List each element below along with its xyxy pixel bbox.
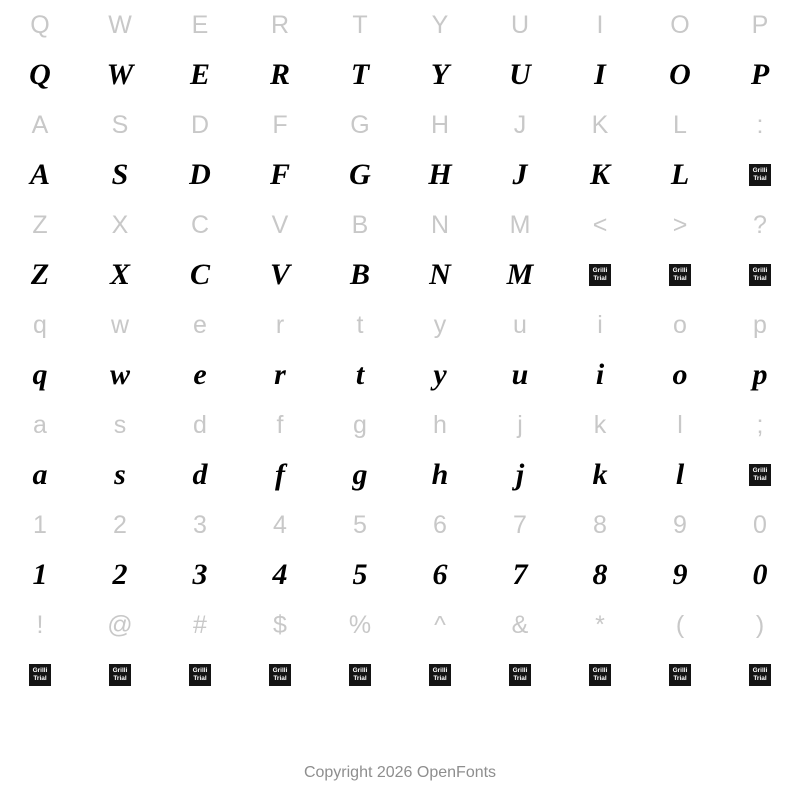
- keycap-label: P: [751, 10, 769, 39]
- trial-badge-icon: [749, 664, 771, 686]
- trial-badge-icon: [269, 664, 291, 686]
- trial-badge-line2: Trial: [193, 675, 207, 682]
- keycap-label: #: [193, 610, 207, 639]
- keycap-label: J: [513, 110, 527, 139]
- trial-badge-line1: Grilli: [512, 667, 528, 674]
- trial-badge-line2: Trial: [273, 675, 287, 682]
- keycap-label: D: [190, 110, 210, 139]
- keycap-row: [0, 500, 800, 550]
- trial-badge-icon: [29, 664, 51, 686]
- glyph-sample: A: [29, 158, 50, 191]
- keycap-row: [0, 100, 800, 150]
- trial-badge-icon: [589, 264, 611, 286]
- keycap-label: 5: [353, 510, 367, 539]
- glyph-row: [0, 350, 800, 400]
- trial-watermark-badge: [0, 650, 80, 700]
- keycap-label: C: [190, 210, 210, 239]
- glyph-sample: 2: [112, 558, 128, 591]
- keycap-label: $: [273, 610, 287, 639]
- trial-badge-line2: Trial: [673, 275, 687, 282]
- trial-badge-line1: Grilli: [192, 667, 208, 674]
- glyph-sample: w: [109, 358, 130, 391]
- glyph-sample: u: [511, 358, 529, 391]
- glyph-sample: X: [109, 258, 130, 291]
- glyph-sample: L: [670, 158, 690, 191]
- trial-watermark-badge: [400, 650, 480, 700]
- keycap-label: X: [111, 210, 129, 239]
- keycap-label: s: [113, 410, 127, 439]
- glyph-sample: p: [752, 358, 768, 391]
- keycap-label: ?: [753, 210, 767, 239]
- glyph-sample: W: [106, 58, 134, 91]
- trial-badge-line2: Trial: [593, 275, 607, 282]
- glyph-sample: t: [355, 358, 365, 391]
- trial-badge-icon: [749, 264, 771, 286]
- trial-badge-icon: [589, 664, 611, 686]
- keycap-label: 0: [753, 510, 767, 539]
- keycap-label: ^: [434, 610, 446, 639]
- trial-badge-line1: Grilli: [592, 667, 608, 674]
- keycap-label: o: [673, 310, 687, 339]
- glyph-sample: F: [269, 158, 290, 191]
- keycap-label: w: [110, 310, 130, 339]
- keycap-row: [0, 300, 800, 350]
- keycap-label: p: [753, 310, 767, 339]
- trial-badge-icon: [669, 664, 691, 686]
- keycap-label: E: [191, 10, 209, 39]
- glyph-sample: s: [114, 458, 126, 491]
- keycap-label: !: [36, 610, 44, 639]
- trial-badge-line1: Grilli: [32, 667, 48, 674]
- keycap-label: Y: [431, 10, 449, 39]
- glyph-sample: Y: [430, 58, 450, 91]
- keycap-label: 4: [273, 510, 287, 539]
- glyph-sample: 9: [672, 558, 688, 591]
- keycap-label: L: [673, 110, 687, 139]
- glyph-sample: V: [269, 258, 290, 291]
- glyph-sample: 3: [192, 558, 208, 591]
- glyph-sample: k: [592, 458, 608, 491]
- glyph-sample: Z: [30, 258, 50, 291]
- keycap-label: (: [675, 610, 685, 639]
- glyph-sample: o: [672, 358, 688, 391]
- keycap-label: 2: [113, 510, 127, 539]
- trial-badge-icon: [109, 664, 131, 686]
- glyph-sample: M: [506, 258, 534, 291]
- trial-badge-icon: [429, 664, 451, 686]
- keycap-label: K: [591, 110, 609, 139]
- glyph-sample: e: [193, 358, 207, 391]
- keycap-label: <: [592, 210, 608, 239]
- trial-watermark-badge: [640, 650, 720, 700]
- keycap-label: H: [430, 110, 450, 139]
- glyph-sample: O: [669, 58, 691, 91]
- trial-badge-line1: Grilli: [352, 667, 368, 674]
- keycap-label: O: [670, 10, 690, 39]
- glyph-sample: J: [512, 158, 528, 191]
- trial-badge-icon: [749, 464, 771, 486]
- trial-badge-icon: [749, 164, 771, 186]
- glyph-sample: 0: [752, 558, 768, 591]
- glyph-sample: U: [509, 58, 531, 91]
- glyph-sample: N: [429, 258, 451, 291]
- keycap-label: 3: [193, 510, 207, 539]
- keycap-label: l: [677, 410, 683, 439]
- trial-badge-line2: Trial: [673, 675, 687, 682]
- glyph-sample: G: [349, 158, 371, 191]
- glyph-sample: H: [428, 158, 452, 191]
- keycap-label: k: [593, 410, 607, 439]
- glyph-sample: h: [431, 458, 449, 491]
- trial-watermark-badge: [560, 650, 640, 700]
- glyph-sample: B: [349, 258, 370, 291]
- keycap-label: 6: [433, 510, 447, 539]
- trial-badge-line1: Grilli: [752, 467, 768, 474]
- trial-watermark-badge: [640, 250, 720, 300]
- keycap-row: [0, 200, 800, 250]
- keycap-label: T: [352, 10, 368, 39]
- glyph-sample: f: [275, 458, 285, 491]
- glyph-sample: r: [274, 358, 286, 391]
- trial-badge-line2: Trial: [753, 475, 767, 482]
- keycap-label: e: [193, 310, 207, 339]
- trial-watermark-badge: [240, 650, 320, 700]
- keycap-label: i: [597, 310, 603, 339]
- glyph-sample: q: [32, 358, 48, 391]
- keycap-label: a: [33, 410, 47, 439]
- keycap-label: y: [433, 310, 447, 339]
- keycap-label: j: [517, 410, 523, 439]
- keycap-label: R: [270, 10, 290, 39]
- copyright-notice: Copyright 2026 OpenFonts: [303, 764, 497, 781]
- keycap-label: >: [672, 210, 688, 239]
- trial-badge-line2: Trial: [353, 675, 367, 682]
- trial-watermark-badge: [720, 450, 800, 500]
- glyph-sample: 8: [592, 558, 608, 591]
- keycap-label: 8: [593, 510, 607, 539]
- trial-badge-line2: Trial: [753, 175, 767, 182]
- glyph-row: [0, 50, 800, 100]
- trial-badge-line2: Trial: [433, 675, 447, 682]
- keycap-label: g: [353, 410, 367, 439]
- glyph-sample: j: [515, 458, 525, 491]
- keycap-label: ;: [756, 410, 764, 439]
- glyph-row: [0, 650, 800, 700]
- keycap-label: 7: [513, 510, 527, 539]
- glyph-sample: D: [189, 158, 211, 191]
- trial-watermark-badge: [160, 650, 240, 700]
- glyph-sample: l: [675, 458, 685, 491]
- glyph-sample: i: [595, 358, 605, 391]
- keycap-label: u: [513, 310, 527, 339]
- glyph-sample: 4: [272, 558, 288, 591]
- glyph-sample: 6: [432, 558, 448, 591]
- glyph-sample: E: [189, 58, 210, 91]
- trial-badge-icon: [669, 264, 691, 286]
- trial-badge-line2: Trial: [753, 275, 767, 282]
- keycap-label: 1: [33, 510, 47, 539]
- keycap-label: h: [433, 410, 447, 439]
- trial-badge-line1: Grilli: [432, 667, 448, 674]
- trial-watermark-badge: [320, 650, 400, 700]
- keycap-label: W: [108, 10, 132, 39]
- glyph-sample: 1: [32, 558, 48, 591]
- keycap-label: &: [511, 610, 529, 639]
- trial-badge-icon: [349, 664, 371, 686]
- keycap-label: B: [351, 210, 369, 239]
- keycap-row: [0, 0, 800, 50]
- glyph-sample: S: [111, 158, 129, 191]
- keycap-label: M: [509, 210, 531, 239]
- keycap-label: f: [276, 410, 284, 439]
- trial-badge-line1: Grilli: [672, 267, 688, 274]
- keycap-label: G: [350, 110, 370, 139]
- trial-watermark-badge: [720, 250, 800, 300]
- keycap-label: Z: [32, 210, 48, 239]
- trial-badge-line2: Trial: [593, 675, 607, 682]
- keycap-row: [0, 600, 800, 650]
- keycap-label: :: [756, 110, 764, 139]
- trial-badge-line1: Grilli: [752, 667, 768, 674]
- trial-badge-line1: Grilli: [112, 667, 128, 674]
- trial-badge-line2: Trial: [513, 675, 527, 682]
- trial-badge-line2: Trial: [753, 675, 767, 682]
- keycap-label: I: [596, 10, 604, 39]
- glyph-sample: 5: [352, 558, 368, 591]
- glyph-row: [0, 550, 800, 600]
- trial-watermark-badge: [720, 150, 800, 200]
- trial-watermark-badge: [80, 650, 160, 700]
- glyph-row: [0, 150, 800, 200]
- glyph-sample: Q: [29, 58, 51, 91]
- keycap-label: %: [348, 610, 372, 639]
- trial-watermark-badge: [480, 650, 560, 700]
- glyph-sample: I: [594, 58, 606, 91]
- glyph-sample: K: [589, 158, 610, 191]
- glyph-sample: C: [189, 258, 210, 291]
- keycap-label: N: [430, 210, 450, 239]
- keycap-row: [0, 400, 800, 450]
- trial-badge-line2: Trial: [113, 675, 127, 682]
- keycap-label: F: [272, 110, 288, 139]
- trial-badge-line1: Grilli: [592, 267, 608, 274]
- keycap-label: t: [356, 310, 364, 339]
- trial-badge-line1: Grilli: [672, 667, 688, 674]
- trial-badge-line1: Grilli: [752, 267, 768, 274]
- trial-badge-line1: Grilli: [272, 667, 288, 674]
- glyph-sample: P: [750, 58, 770, 91]
- glyph-sample: d: [192, 458, 208, 491]
- keycap-label: V: [271, 210, 289, 239]
- trial-badge-icon: [509, 664, 531, 686]
- glyph-sample: y: [433, 358, 447, 391]
- keycap-label: r: [275, 310, 285, 339]
- trial-badge-icon: [189, 664, 211, 686]
- glyph-row: [0, 450, 800, 500]
- glyph-row: [0, 250, 800, 300]
- glyph-sample: a: [32, 458, 48, 491]
- keycap-label: q: [33, 310, 47, 339]
- keycap-label: @: [107, 610, 133, 639]
- keycap-label: 9: [673, 510, 687, 539]
- trial-watermark-badge: [720, 650, 800, 700]
- glyph-sample: R: [269, 58, 290, 91]
- glyph-sample: 7: [512, 558, 528, 591]
- keycap-label: Q: [30, 10, 50, 39]
- keycap-label: *: [595, 610, 605, 639]
- glyph-sample: g: [352, 458, 368, 491]
- glyph-sample: T: [350, 58, 370, 91]
- keycap-label: A: [31, 110, 49, 139]
- keycap-label: U: [510, 10, 530, 39]
- trial-badge-line2: Trial: [33, 675, 47, 682]
- trial-watermark-badge: [560, 250, 640, 300]
- keycap-label: S: [111, 110, 129, 139]
- keycap-label: ): [755, 610, 765, 639]
- keycap-label: d: [193, 410, 207, 439]
- trial-badge-line1: Grilli: [752, 167, 768, 174]
